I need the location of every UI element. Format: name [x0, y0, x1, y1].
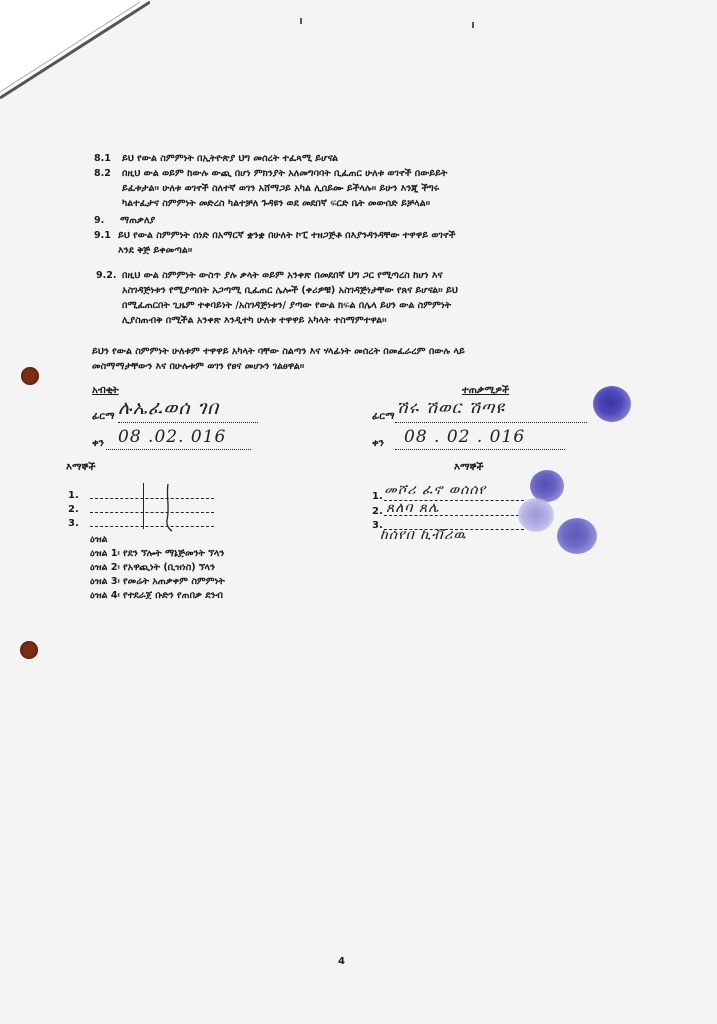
left-party-role: አብቂት — [92, 385, 119, 396]
section-title: ማጠቃለያ — [120, 215, 156, 226]
witness-number: 3. — [372, 520, 383, 531]
section-number: 9. — [94, 215, 105, 226]
witness-number: 1. — [372, 491, 383, 502]
clause-9-2-line: ሊያስጠብቅ በሚችል አንቀጽ እንዲተካ ሁለቱ ተዋዋይ አካላት ተስማምተዋል፡፡ — [122, 315, 387, 326]
left-date: 08 .02. 016 — [118, 427, 227, 447]
witness-scribble — [160, 482, 176, 532]
thumbprint — [518, 498, 554, 532]
clause-number: 9.2. — [96, 270, 117, 281]
scan-mark — [472, 22, 474, 28]
witness-line — [90, 526, 214, 527]
clause-9-2-line: በሚፈጠርበት ጊዜም ተቀባይነት /አስገዳጅነቱን/ ያጣው የውል ክፍል በሌላ ይሀን ውል ስምምነት — [122, 300, 452, 311]
annex-item: ዕዝል 3፡ የመሬት አጠቃቀም ስምምነት — [90, 576, 225, 587]
clause-number: 8.1 — [94, 153, 111, 164]
left-date-label: ቀን — [92, 438, 104, 449]
right-signature: ሽሩ ሽወር ሽጣዩ — [396, 398, 505, 418]
right-date-label: ቀን — [372, 438, 384, 449]
thumbprint — [557, 518, 597, 554]
scan-mark — [300, 18, 302, 24]
clause-number: 9.1 — [94, 230, 111, 241]
witness-number: 3. — [68, 518, 79, 529]
clause-9-2-line: አስገዳጅነቱን የሚያጣበት አጋጣሚ ቢፈጠር ሌሎች (ቀሪዎቹ) አስገዳጅነታቸው የጸና ይሆናል፡፡ ይህ — [122, 285, 458, 296]
left-sign-label: ፊርማ — [92, 411, 115, 422]
binder-hole — [21, 367, 39, 385]
clause-9-2-line: በዚህ ውል ስምምነት ውስጥ ያሉ ቃላት ወይም አንቀጽ በመደበኛ ህግ ጋር የሚጣረስ ከሆነ እና — [122, 270, 443, 281]
closing-line: መስማማታቸውን እና በሁሉቱም ወገን የፀና መሆኑን ገልፀዋል፡፡ — [92, 361, 305, 372]
witness-number: 2. — [68, 504, 79, 515]
right-sign-label: ፊርማ — [372, 411, 395, 422]
binder-hole — [20, 641, 38, 659]
clause-8-2-line: ይፈቱታል፡፡ ሁለቱ ወገኖች ስለተኛ ወገን አሸማጋይ አካል ሊሰይሙ ይችላሉ፡፡ ይሁን እንጂ ችግሩ — [122, 183, 440, 194]
clause-number: 8.2 — [94, 168, 111, 179]
annex-item: ዕዝል 1፡ የደን ኘሎት ማኔጅመንት ኘላን — [90, 548, 225, 559]
page-curl-shadow — [0, 0, 150, 100]
clause-8-2-line: በዚህ ውል ወይም ከውሉ ውጪ በሆነ ምክንያት አለመግባባት ቢፈጠር ሁለቱ ወገኖች በውይይት — [122, 168, 448, 179]
clause-9-1-line: ይህ የውል ስምምነት ሰነድ በአማርኛ ቋንቋ በሁለት ኮፒ ተዘጋጅቶ በእያንዳንዳቸው ተዋዋይ ወገኖች — [118, 230, 456, 241]
witness-line — [90, 512, 214, 513]
left-sign-line — [118, 422, 258, 423]
right-witnesses-title: እማኞች — [454, 462, 484, 473]
clause-9-1-line: እንደ ቅጅ ይቀመጣል፡፡ — [118, 245, 193, 256]
left-date-line — [106, 449, 251, 450]
closing-line: ይህን የውል ስምምነት ሁለቱም ተዋዋይ አካላት ባቸው ስልጣን እና ሃላፊነት መሰረት በመፈራረም በውሉ ላይ — [92, 346, 465, 357]
witness-strike — [143, 483, 144, 529]
annex-item: ዕዝል 4፡ የተደራጀ ቡድን የጠበቃ ደንብ — [90, 590, 223, 601]
witness-line — [90, 498, 214, 499]
witness-signature: መሾሪ ፈኖ ወሰሰየ — [384, 482, 487, 498]
witness-signature: ጸለባ ጸሌ — [386, 500, 440, 516]
annex-item: ዕዝል 2፡ የአዋጪነት (ቢዝነስ) ኘላን — [90, 562, 216, 573]
witnesses-title: እማኞች — [66, 462, 96, 473]
right-date-line — [395, 449, 565, 450]
page-number: 4 — [338, 956, 345, 967]
right-sign-line — [395, 422, 587, 423]
right-date: 08 . 02 . 016 — [404, 427, 526, 447]
clause-8-1-text: ይህ የውል ስምምነት በኢትዮጵያ ህግ መሰረት ተፈጻሚ ይሆናል — [122, 153, 339, 164]
left-signature: ሉኤፈወሰ ገበ — [118, 397, 220, 419]
witness-number: 1. — [68, 490, 79, 501]
thumbprint — [593, 386, 631, 422]
witness-signature: ከሰየበ ኪቭሪዉ — [380, 527, 467, 543]
annex-title: ዕዝል — [90, 534, 108, 545]
clause-8-2-line: ካልተፈታና ስምምነት መድረስ ካልተቻለ ጉዳዩን ወደ መደበኛ ፍርድ ቤት መውሰድ ይቻላል፡፡ — [122, 198, 431, 209]
right-party-role: ተጠቃሚዎች — [462, 385, 510, 396]
witness-number: 2. — [372, 506, 383, 517]
